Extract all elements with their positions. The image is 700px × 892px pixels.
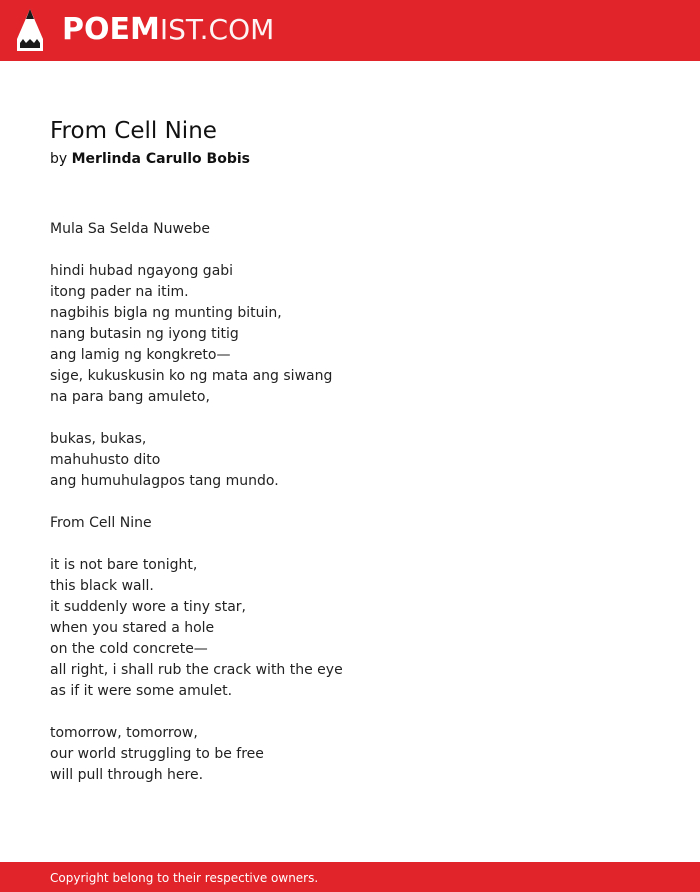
by-label: by (50, 151, 68, 167)
logo-bold-text: POEM (62, 12, 160, 47)
poem-stanza (50, 555, 650, 702)
poem-line: nang butasin ng iyong titig (50, 326, 239, 342)
poem-line: mahuhusto dito (50, 452, 161, 468)
poem-line: Mula Sa Selda Nuwebe (50, 221, 211, 237)
poem-line: sige, kukuskusin ko ng mata ang siwang (50, 368, 333, 384)
poem-line: ang lamig ng kongkreto— (50, 347, 231, 363)
poem-line: hindi hubad ngayong gabi (50, 263, 234, 279)
poem-byline (50, 149, 250, 169)
logo-light-text: IST.COM (159, 13, 275, 46)
poem-title: From Cell Nine (50, 118, 217, 144)
site-logo[interactable] (62, 11, 274, 49)
poem-line: all right, i shall rub the crack with the eye (50, 662, 343, 678)
poem-line: it suddenly wore a tiny star, (50, 599, 246, 615)
copyright-notice: Copyright belong to their respective owners. (50, 871, 319, 885)
site-footer (0, 862, 700, 892)
poem-stanza (50, 723, 650, 786)
poem-line: on the cold concrete— (50, 641, 208, 657)
poem-author: Merlinda Carullo Bobis (71, 151, 250, 167)
poem-line: our world struggling to be free (50, 746, 264, 762)
pencil-icon[interactable] (17, 9, 43, 51)
poem-line: will pull through here. (50, 767, 204, 783)
poem-line: From Cell Nine (50, 515, 152, 531)
poem-line: tomorrow, tomorrow, (50, 725, 198, 741)
poem-stanza (50, 513, 650, 534)
poem-line: this black wall. (50, 578, 154, 594)
poem-body (50, 219, 650, 807)
poem-line: nagbihis bigla ng munting bituin, (50, 305, 282, 321)
poem-line: na para bang amuleto, (50, 389, 210, 405)
poem-line: as if it were some amulet. (50, 683, 233, 699)
poem-stanza (50, 261, 650, 408)
poem-stanza (50, 429, 650, 492)
poem-line: it is not bare tonight, (50, 557, 198, 573)
poem-stanza (50, 219, 650, 240)
poem-line: ang humuhulagpos tang mundo. (50, 473, 279, 489)
poem-line: itong pader na itim. (50, 284, 189, 300)
poem-line: bukas, bukas, (50, 431, 147, 447)
poem-line: when you stared a hole (50, 620, 215, 636)
site-header (0, 0, 700, 61)
